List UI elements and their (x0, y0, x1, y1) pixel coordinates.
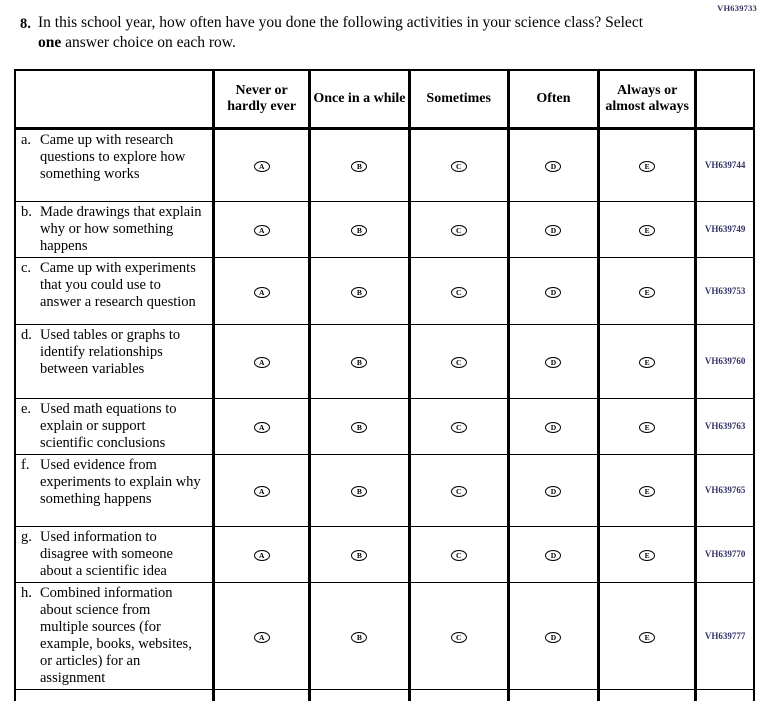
option-letter: E (644, 287, 650, 297)
option-bubble-e[interactable] (639, 287, 655, 298)
question-block (20, 13, 670, 53)
option-cell (508, 454, 598, 526)
stub-cell (696, 689, 754, 701)
option-bubble-d[interactable] (545, 550, 561, 561)
form-code-top: VH639733 (717, 3, 757, 13)
option-cell (214, 257, 310, 324)
stub-cell (508, 689, 598, 701)
option-letter: B (356, 423, 362, 432)
option-cell (310, 201, 409, 257)
option-bubble-a[interactable] (254, 225, 270, 236)
option-bubble-a[interactable] (254, 632, 270, 643)
row-letter: c. (21, 259, 32, 276)
option-cell (214, 526, 310, 582)
option-cell (409, 257, 508, 324)
option-cell (599, 324, 696, 398)
option-bubble-c[interactable] (451, 287, 467, 298)
table-bottom-stub (15, 689, 754, 701)
option-cell (508, 324, 598, 398)
option-letter: B (356, 487, 362, 496)
option-bubble-d[interactable] (545, 225, 561, 236)
row-label: Used evidence from experiments to explain why something happens (40, 456, 201, 507)
option-cell (214, 454, 310, 526)
row-code: VH639777 (696, 582, 754, 689)
option-letter: A (258, 162, 265, 171)
option-cell (214, 582, 310, 689)
option-letter: A (258, 287, 265, 297)
activity-row (15, 201, 754, 257)
question-text-bold: one (38, 34, 62, 51)
option-letter: D (550, 423, 557, 432)
option-cell (409, 201, 508, 257)
option-letter: B (356, 287, 362, 297)
option-cell (508, 398, 598, 454)
option-bubble-e[interactable] (639, 486, 655, 497)
option-cell (599, 582, 696, 689)
option-bubble-b[interactable] (351, 287, 367, 298)
stub-cell (214, 689, 310, 701)
option-bubble-a[interactable] (254, 550, 270, 561)
option-bubble-d[interactable] (545, 287, 561, 298)
row-letter: f. (21, 456, 30, 473)
option-cell (508, 582, 598, 689)
option-cell (310, 398, 409, 454)
option-bubble-e[interactable] (639, 161, 655, 172)
option-letter: C (455, 551, 462, 560)
option-cell (599, 257, 696, 324)
option-letter: C (455, 487, 462, 496)
row-label: Came up with research questions to explore how something works (40, 131, 186, 182)
row-code: VH639760 (696, 324, 754, 398)
option-letter: A (258, 226, 265, 235)
activity-row (15, 324, 754, 398)
option-letter: B (356, 632, 362, 642)
option-letter: E (644, 162, 650, 171)
option-letter: E (644, 551, 650, 560)
option-letter: E (644, 632, 650, 642)
row-letter: b. (21, 203, 32, 220)
option-cell (214, 398, 310, 454)
option-bubble-c[interactable] (451, 422, 467, 433)
row-description-cell (15, 582, 214, 689)
option-bubble-b[interactable] (351, 550, 367, 561)
column-header: Sometimes (409, 70, 508, 128)
option-letter: A (258, 423, 265, 432)
stub-cell (15, 689, 214, 701)
stub-cell (599, 689, 696, 701)
option-cell (310, 454, 409, 526)
option-cell (508, 201, 598, 257)
option-cell (599, 454, 696, 526)
option-cell (310, 582, 409, 689)
option-bubble-d[interactable] (545, 632, 561, 643)
option-bubble-c[interactable] (451, 486, 467, 497)
row-letter: a. (21, 131, 32, 148)
option-bubble-b[interactable] (351, 422, 367, 433)
option-letter: A (258, 487, 265, 496)
stub-cell (409, 689, 508, 701)
row-letter: h. (21, 584, 32, 601)
option-letter: C (455, 632, 462, 642)
option-bubble-d[interactable] (545, 486, 561, 497)
option-letter: D (550, 632, 557, 642)
row-label: Came up with experiments that you could use to answer a research question (40, 259, 196, 310)
option-bubble-c[interactable] (451, 357, 467, 368)
row-description-cell (15, 526, 214, 582)
option-bubble-e[interactable] (639, 632, 655, 643)
header-cell-code-blank (696, 70, 754, 128)
question-text (38, 13, 650, 53)
row-code: VH639749 (696, 201, 754, 257)
option-bubble-c[interactable] (451, 550, 467, 561)
row-code: VH639753 (696, 257, 754, 324)
option-letter: D (550, 551, 557, 560)
option-letter: C (455, 287, 462, 297)
option-bubble-a[interactable] (254, 287, 270, 298)
option-letter: D (550, 487, 557, 496)
option-cell (409, 582, 508, 689)
row-description-cell (15, 398, 214, 454)
option-letter: B (356, 358, 362, 367)
table-header-row (15, 70, 754, 128)
activity-row (15, 526, 754, 582)
option-bubble-b[interactable] (351, 225, 367, 236)
row-description-cell (15, 257, 214, 324)
row-description-cell (15, 201, 214, 257)
activity-row (15, 454, 754, 526)
option-letter: E (644, 487, 650, 496)
option-letter: B (356, 226, 362, 235)
column-header: Often (508, 70, 598, 128)
activity-row (15, 582, 754, 689)
option-cell (508, 257, 598, 324)
option-bubble-c[interactable] (451, 632, 467, 643)
question-text-part1: In this school year, how often have you done the following activities in your science class? Select (38, 14, 643, 31)
option-cell (599, 128, 696, 201)
activity-row (15, 257, 754, 324)
row-letter: e. (21, 400, 32, 417)
option-cell (310, 324, 409, 398)
row-description-cell (15, 324, 214, 398)
option-letter: C (455, 162, 462, 171)
option-letter: B (356, 551, 362, 560)
option-bubble-b[interactable] (351, 161, 367, 172)
option-cell (310, 526, 409, 582)
column-header: Always or almost always (599, 70, 696, 128)
option-bubble-d[interactable] (545, 422, 561, 433)
option-cell (409, 454, 508, 526)
option-letter: A (258, 358, 265, 367)
option-cell (214, 128, 310, 201)
column-header: Once in a while (310, 70, 409, 128)
question-text-part2: answer choice on each row. (61, 34, 236, 51)
row-code: VH639744 (696, 128, 754, 201)
option-letter: C (455, 226, 462, 235)
option-bubble-c[interactable] (451, 225, 467, 236)
option-letter: E (644, 358, 650, 367)
option-cell (599, 526, 696, 582)
row-letter: d. (21, 326, 32, 343)
activity-row (15, 128, 754, 201)
option-cell (310, 128, 409, 201)
option-letter: A (258, 551, 265, 560)
option-bubble-b[interactable] (351, 486, 367, 497)
option-cell (409, 128, 508, 201)
option-bubble-a[interactable] (254, 357, 270, 368)
option-letter: D (550, 226, 557, 235)
row-description-cell (15, 454, 214, 526)
question-number: 8. (20, 16, 31, 32)
option-letter: C (455, 358, 462, 367)
option-bubble-e[interactable] (639, 225, 655, 236)
option-letter: D (550, 287, 557, 297)
row-description-cell (15, 128, 214, 201)
option-letter: E (644, 226, 650, 235)
option-cell (214, 201, 310, 257)
row-code: VH639763 (696, 398, 754, 454)
option-bubble-a[interactable] (254, 422, 270, 433)
column-header: Never or hardly ever (214, 70, 310, 128)
option-bubble-a[interactable] (254, 486, 270, 497)
option-cell (508, 526, 598, 582)
row-label: Used information to disagree with someone about a scientific idea (40, 528, 173, 579)
option-cell (409, 398, 508, 454)
row-label: Made drawings that explain why or how something happens (40, 203, 202, 254)
option-letter: E (644, 423, 650, 432)
option-letter: D (550, 162, 557, 171)
option-bubble-b[interactable] (351, 632, 367, 643)
option-cell (409, 526, 508, 582)
option-bubble-b[interactable] (351, 357, 367, 368)
option-letter: B (356, 162, 362, 171)
row-letter: g. (21, 528, 32, 545)
option-cell (214, 324, 310, 398)
row-label: Combined information about science from multiple sources (for example, books, websites, or articles) for an assignment (40, 584, 192, 686)
row-label: Used tables or graphs to identify relationships between variables (40, 326, 181, 377)
survey-table (14, 69, 755, 701)
option-letter: A (258, 632, 265, 642)
option-cell (508, 128, 598, 201)
option-cell (599, 201, 696, 257)
option-cell (599, 398, 696, 454)
option-letter: D (550, 358, 557, 367)
row-code: VH639770 (696, 526, 754, 582)
activity-row (15, 398, 754, 454)
option-bubble-e[interactable] (639, 357, 655, 368)
option-bubble-d[interactable] (545, 161, 561, 172)
row-label: Used math equations to explain or support scientific conclusions (40, 400, 177, 451)
option-bubble-e[interactable] (639, 550, 655, 561)
option-cell (310, 257, 409, 324)
header-cell-blank (15, 70, 214, 128)
option-letter: C (455, 423, 462, 432)
option-cell (409, 324, 508, 398)
option-bubble-d[interactable] (545, 357, 561, 368)
row-code: VH639765 (696, 454, 754, 526)
option-bubble-e[interactable] (639, 422, 655, 433)
option-bubble-a[interactable] (254, 161, 270, 172)
option-bubble-c[interactable] (451, 161, 467, 172)
stub-cell (310, 689, 409, 701)
